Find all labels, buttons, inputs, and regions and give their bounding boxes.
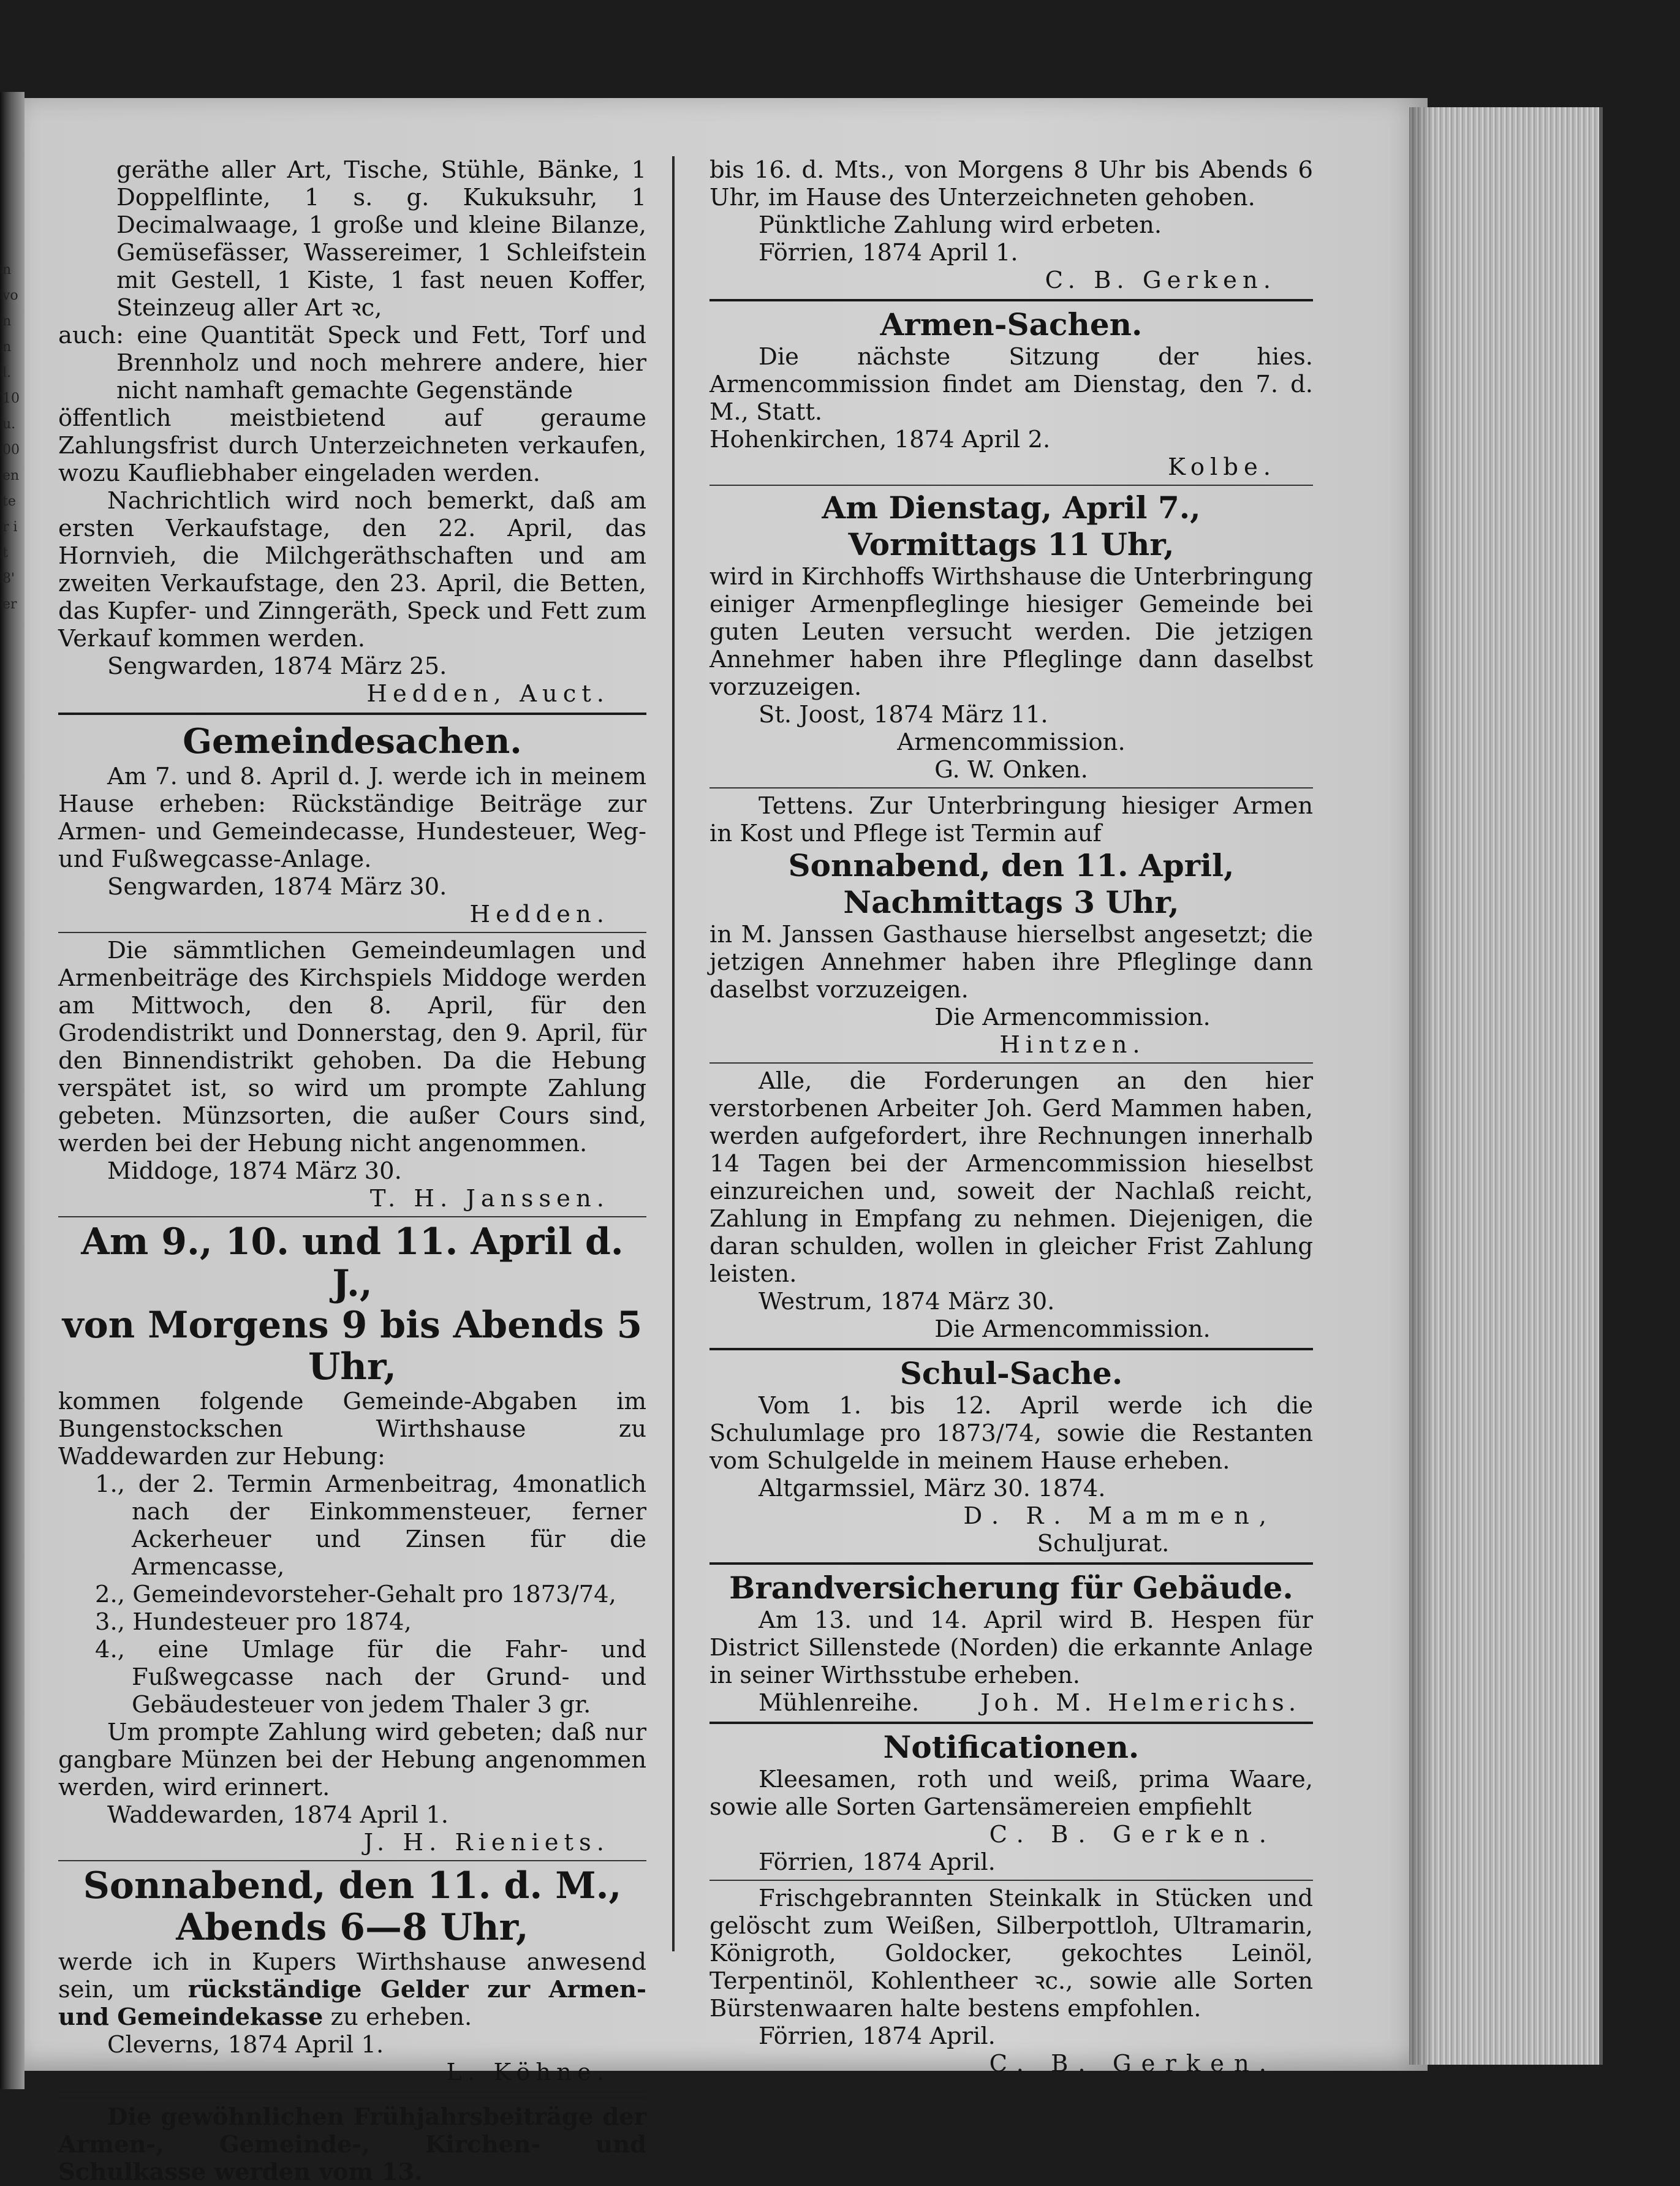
auction-signature: Hedden, Auct. xyxy=(366,680,610,708)
section-rule xyxy=(709,1348,1313,1350)
section-heading-armen-sachen: Armen-Sachen. xyxy=(880,306,1143,342)
notice-place-date: Middoge, 1874 März 30. xyxy=(107,1157,402,1185)
notice-place-date: Hohenkirchen, 1874 April 2. xyxy=(709,426,1051,453)
section-heading-notificationen: Notificationen. xyxy=(883,1729,1140,1765)
notice-signature: C. B. Gerken. xyxy=(989,1821,1276,1848)
notice-text: Vom 1. bis 12. April werde ich die Schulumlage pro 1873/74, sowie die Restanten vom Schulgelde in meinem Hause erheben. xyxy=(709,1392,1313,1475)
notice-rule xyxy=(58,2091,646,2098)
notice-text: Die nächste Sitzung der hies. Armencommission findet am Dienstag, den 7. d. M., Statt. xyxy=(709,343,1313,426)
notice-signature: T. H. Janssen. xyxy=(369,1185,610,1212)
section-heading-schul-sache: Schul-Sache. xyxy=(899,1355,1123,1391)
notice-text: Alle, die Forderungen an den hier verstorbenen Arbeiter Joh. Gerd Mammen haben, werden aufgefordert, ihre Rechnungen innerhalb 14 Tagen bei der Armencommission hieselbst einzureichen und, soweit der Nachlaß reicht, Zahlung in Empfang zu nehmen. Diejenigen, die daran schulden, wollen in gleicher Frist Zahlung leisten. xyxy=(709,1067,1313,1288)
notice-heading: von Morgens 9 bis Abends 5 Uhr, xyxy=(62,1304,643,1388)
book-page-edges xyxy=(1409,107,1603,2065)
column-divider xyxy=(672,156,675,1951)
notice-place-date: Waddewarden, 1874 April 1. xyxy=(107,1801,448,1829)
notice-place-date: Westrum, 1874 März 30. xyxy=(759,1288,1055,1315)
notice-place: Mühlenreihe. xyxy=(759,1689,920,1717)
list-item: 2., Gemeindevorsteher-Gehalt pro 1873/74, xyxy=(95,1581,616,1608)
notice-place-date: St. Joost, 1874 März 11. xyxy=(759,701,1048,728)
notice-heading: Am 9., 10. und 11. April d. J., xyxy=(81,1220,624,1305)
notice-text-emphasis: rückständige Gelder zur Armen- und Gemeindekasse xyxy=(58,1976,646,2031)
auction-note: Nachrichtlich wird noch bemerkt, daß am ersten Verkaufstage, den 22. April, das Hornvieh, die Milchgeräthschaften und am zweiten Verkaufstage, den 23. April, die Betten, das Kupfer- und Zinngeräth, Speck und Fett zum Verkauf kommen werden. xyxy=(58,487,646,652)
auction-also: auch: eine Quantität Speck und Fett, Torf und Brennholz und noch mehrere andere, hier nicht namhaft gemachte Gegenstände xyxy=(58,322,646,404)
notice-place-date xyxy=(709,1689,1313,1717)
notice-rule xyxy=(709,485,1313,486)
notice-organisation: Die Armencommission. xyxy=(934,1004,1211,1031)
notice-heading: Vormittags 11 Uhr, xyxy=(848,526,1175,562)
notice-text: in M. Janssen Gasthause hierselbst angesetzt; die jetzigen Annehmer haben ihre Pfleglinge dann daselbst vorzuzeigen. xyxy=(709,921,1313,1004)
notice-rule xyxy=(58,1216,646,1217)
notice-rule xyxy=(709,1880,1313,1881)
notice-text: Tettens. Zur Unterbringung hiesiger Armen in Kost und Pflege ist Termin auf xyxy=(709,792,1313,847)
notice-signature: G. W. Onken. xyxy=(934,756,1088,784)
list-item: 1., der 2. Termin Armenbeitrag, 4monatlich nach der Einkommensteuer, ferner Ackerheuer und Zinsen für die Armencasse, xyxy=(95,1470,646,1581)
notice-signature: L. Köhne. xyxy=(446,2059,610,2086)
notice-text: Frischgebrannten Steinkalk in Stücken und gelöscht zum Weißen, Silberpottloh, Ultramarin, Königroth, Goldocker, gekochtes Leinöl, Terpentinöl, Kohlentheer ꝛc., sowie alle Sorten Bürstenwaaren halte bestens empfohlen. xyxy=(709,1885,1313,2022)
notice-text: Kleesamen, roth und weiß, prima Waare, sowie alle Sorten Gartensämereien empfiehlt xyxy=(709,1766,1313,1821)
notice-rule xyxy=(58,1860,646,1861)
notice-text: Pünktliche Zahlung wird erbeten. xyxy=(759,211,1162,239)
auction-items: geräthe aller Art, Tische, Stühle, Bänke, 1 Doppelflinte, 1 s. g. Kukuksuhr, 1 Decimalwaage, 1 große und kleine Bilanze, Gemüsefässer, Wassereimer, 1 Schleifstein mit Gestell, 1 Kiste, 1 fast neuen Koffer, Steinzeug aller Art ꝛc, xyxy=(116,156,646,322)
notice-text: Die gewöhnlichen Frühjahrsbeiträge der Armen-, Gemeinde-, Kirchen- und Schulkasse werden vom 13. xyxy=(58,2103,646,2186)
notice-text: bis 16. d. Mts., von Morgens 8 Uhr bis Abends 6 Uhr, im Hause des Unterzeichneten gehoben. xyxy=(709,156,1313,211)
section-heading-gemeindesachen: Gemeindesachen. xyxy=(183,721,522,762)
notice-signature: C. B. Gerken. xyxy=(989,2050,1276,2078)
notice-place-date: Cleverns, 1874 April 1. xyxy=(107,2031,384,2059)
notice-rule xyxy=(709,787,1313,789)
notice-organisation: Armencommission. xyxy=(897,728,1126,756)
notice-text: Am 13. und 14. April wird B. Hespen für District Sillenstede (Norden) die erkannte Anlage in seiner Wirthsstube erheben. xyxy=(709,1606,1313,1689)
notice-signature: Kolbe. xyxy=(1168,453,1276,481)
left-column xyxy=(58,156,646,2186)
notice-place-date: Förrien, 1874 April. xyxy=(759,2022,996,2050)
notice-text: Um prompte Zahlung wird gebeten; daß nur gangbare Münzen bei der Hebung angenommen werden, wird erinnert. xyxy=(58,1719,646,1801)
section-rule xyxy=(709,1722,1313,1724)
list-item: 3., Hundesteuer pro 1874, xyxy=(95,1608,412,1636)
notice-place-date: Sengwarden, 1874 März 30. xyxy=(107,873,447,901)
notice-signature: D. R. Mammen, xyxy=(963,1502,1276,1530)
notice-text: kommen folgende Gemeinde-Abgaben im Bungenstockschen Wirthshause zu Waddewarden zur Hebung: xyxy=(58,1388,646,1470)
notice-organisation: Die Armencommission. xyxy=(934,1315,1211,1343)
notice-heading: Abends 6—8 Uhr, xyxy=(176,1906,529,1949)
notice-text xyxy=(58,1948,646,2031)
auction-terms: öffentlich meistbietend auf geraume Zahlungsfrist durch Unterzeichneten verkaufen, wozu Kaufliebhaber eingeladen werden. xyxy=(58,404,646,487)
notice-place-date: Altgarmssiel, März 30. 1874. xyxy=(759,1475,1106,1502)
notice-signature: Hedden. xyxy=(469,901,610,928)
section-heading-brandversicherung: Brandversicherung für Gebäude. xyxy=(729,1570,1293,1606)
notice-signature: Hintzen. xyxy=(999,1031,1146,1059)
notice-signature: Joh. M. Helmerichs. xyxy=(980,1689,1301,1717)
notice-title: Schuljurat. xyxy=(1037,1530,1170,1557)
notice-place-date: Förrien, 1874 April. xyxy=(759,1848,996,1876)
notice-heading: Sonnabend, den 11. April, xyxy=(788,847,1235,883)
notice-text: Die sämmtlichen Gemeindeumlagen und Armenbeiträge des Kirchspiels Middoge werden am Mittwoch, den 8. April, für den Grodendistrikt und Donnerstag, den 9. April, für den Binnendistrikt gehoben. Da die Hebung verspätet ist, so wird um prompte Zahlung gebeten. Münzsorten, die außer Cours sind, werden bei der Hebung nicht angenommen. xyxy=(58,937,646,1157)
left-edge-fragment: n von nl. 10 u. 00 en ter it 8' er xyxy=(2,262,20,612)
notice-text-part: werde ich in Kupers Wirthshause anwesend sein, um xyxy=(58,1948,646,2003)
list-item: 4., eine Umlage für die Fahr- und Fußwegcasse nach der Grund- und Gebäudesteuer von jedem Thaler 3 gr. xyxy=(95,1636,646,1719)
section-rule xyxy=(709,1562,1313,1565)
notice-heading: Nachmittags 3 Uhr, xyxy=(843,884,1179,920)
notice-rule xyxy=(709,1062,1313,1064)
right-column xyxy=(709,156,1313,2078)
left-page-edge xyxy=(0,92,25,2089)
notice-text-part: zu erheben. xyxy=(330,2003,472,2031)
notice-heading: Sonnabend, den 11. d. M., xyxy=(83,1864,622,1907)
notice-text: wird in Kirchhoffs Wirthshause die Unterbringung einiger Armenpfleglinge hiesiger Gemeinde bei guten Leuten versucht werden. Die jetzigen Annehmer haben ihre Pfleglinge dann daselbst vorzuzeigen. xyxy=(709,563,1313,701)
notice-place-date: Förrien, 1874 April 1. xyxy=(759,239,1018,267)
notice-signature: J. H. Rieniets. xyxy=(363,1829,610,1856)
notice-text: Am 7. und 8. April d. J. werde ich in meinem Hause erheben: Rückständige Beiträge zur Armen- und Gemeindecasse, Hundesteuer, Weg- und Fußwegcasse-Anlage. xyxy=(58,763,646,873)
notice-rule xyxy=(58,932,646,933)
notice-signature: C. B. Gerken. xyxy=(1045,267,1276,294)
section-rule xyxy=(709,299,1313,301)
section-rule xyxy=(58,713,646,715)
auction-place-date: Sengwarden, 1874 März 25. xyxy=(107,652,447,680)
gutter-shadow xyxy=(1409,107,1434,2065)
notice-heading: Am Dienstag, April 7., xyxy=(822,490,1201,526)
